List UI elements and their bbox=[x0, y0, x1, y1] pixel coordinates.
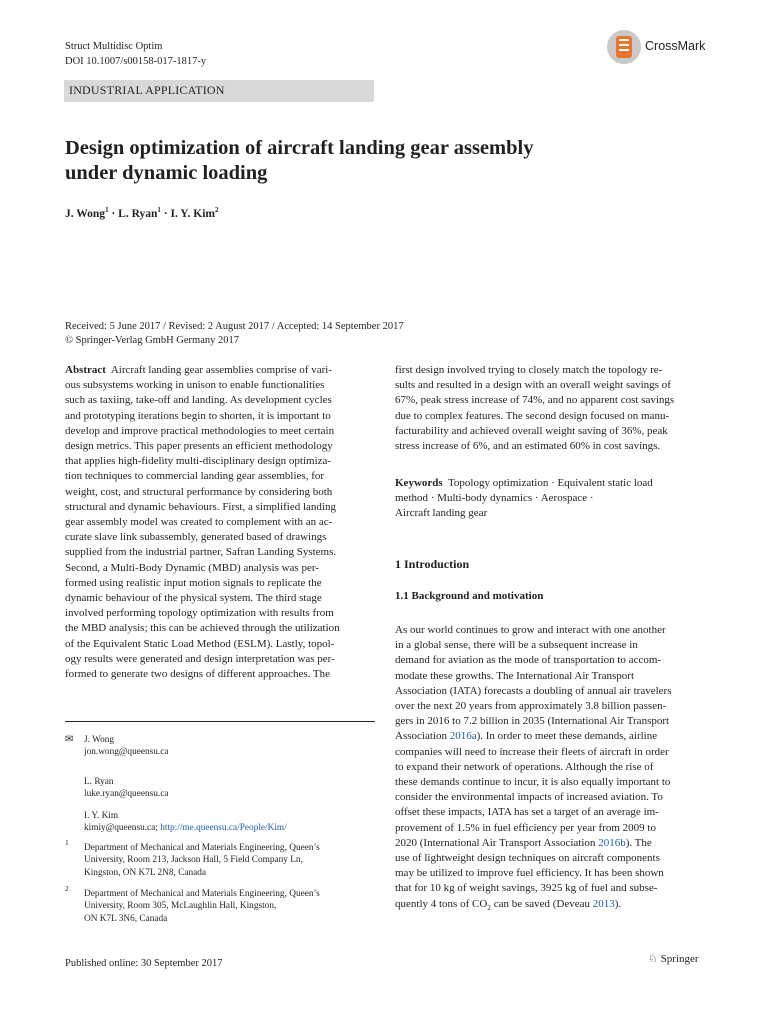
abstract-line: facturability and achieved overall weight saving of 36%, peak bbox=[395, 424, 668, 437]
contact-email[interactable]: kimiy@queensu.ca; bbox=[84, 823, 161, 834]
abstract-line: weight, cost, and structural performance by considering both bbox=[65, 485, 333, 498]
affiliation-1 bbox=[84, 842, 374, 879]
abstract-line: first design involved trying to closely match the topology re- bbox=[395, 364, 663, 376]
abstract-line: curate slave link subassembly, generated based of drawings bbox=[65, 531, 327, 544]
intro-line: demand for aviation as the mode of transportation to accom- bbox=[395, 654, 662, 667]
abstract-line: Second, a Multi-Body Dynamic (MBD) analysis was per- bbox=[65, 561, 319, 574]
contact-email[interactable]: luke.ryan@queensu.ca bbox=[84, 789, 169, 800]
category-bar bbox=[64, 80, 374, 102]
contact-kim bbox=[84, 810, 287, 835]
intro-line: may be utilized to improve fuel efficiency. It has been shown bbox=[395, 867, 664, 880]
affiliation-line: ON K7L 3N6, Canada bbox=[84, 913, 168, 924]
intro-line bbox=[395, 729, 704, 744]
contact-name: I. Y. Kim bbox=[84, 811, 119, 821]
intro-line: companies will need to increase their fleets of aircraft in order bbox=[395, 745, 669, 758]
affiliation-line: Kingston, ON K7L 2N8, Canada bbox=[84, 867, 207, 878]
intro-line: gers in 2016 to 7.2 billion in 2035 (International Air Transport bbox=[395, 715, 670, 728]
doi[interactable]: DOI 10.1007/s00158-017-1817-y bbox=[65, 56, 207, 67]
abstract bbox=[65, 363, 375, 682]
dates-block bbox=[65, 320, 404, 348]
affiliation-2 bbox=[84, 888, 374, 925]
springer-horse-icon: ♘ bbox=[648, 953, 658, 965]
abstract-line: ous subsystems working in unison to enable functionalities bbox=[65, 379, 325, 392]
publisher-name: Springer bbox=[660, 953, 699, 965]
abstract-label: Abstract bbox=[65, 364, 106, 376]
abstract-line: structural and dynamic behaviours. First, a simplified landing bbox=[65, 500, 336, 513]
intro-line: use of lightweight design techniques on aircraft components bbox=[395, 852, 660, 865]
intro-line: to expand their network of operations. Although the rise of bbox=[395, 760, 654, 773]
intro-line: that for 10 kg of weight savings, 3925 kg of fuel and subse- bbox=[395, 882, 658, 895]
journal-name: Struct Multidisc Optim bbox=[65, 41, 163, 52]
intro-line: in a global sense, there will be a subsequent increase in bbox=[395, 639, 638, 652]
envelope-icon: ✉ bbox=[65, 734, 74, 745]
intro-text: can be saved (Deveau bbox=[491, 897, 593, 910]
intro-text: 2020 (International Air Transport Association bbox=[395, 836, 599, 849]
title-line-1: Design optimization of aircraft landing gear assembly bbox=[65, 137, 534, 159]
abstract-line: develop and improve practical methodologies to meet certain bbox=[65, 424, 335, 437]
intro-text: ). The bbox=[625, 836, 652, 849]
subsection-heading: 1.1 Background and motivation bbox=[395, 590, 544, 602]
intro-line: over the next 20 years from approximately 3.8 billion passen- bbox=[395, 700, 667, 713]
abstract-line: and prototyping iterations begin to shorten, it is important to bbox=[65, 409, 331, 422]
abstract-line: that applies high-fidelity multi-disciplinary design optimiza- bbox=[65, 455, 332, 468]
keywords bbox=[395, 476, 704, 522]
author-aff: 1 bbox=[157, 206, 161, 214]
keywords-line: Aircraft landing gear bbox=[395, 507, 488, 520]
copyright: © Springer-Verlag GmbH Germany 2017 bbox=[65, 335, 239, 346]
intro-paragraph bbox=[395, 623, 704, 915]
keywords-label: Keywords bbox=[395, 477, 443, 489]
abstract-line: ogy results were generated and design interpretation was per- bbox=[65, 652, 335, 665]
author-list bbox=[65, 206, 219, 220]
citation-link[interactable]: 2016b bbox=[598, 836, 626, 849]
publisher-logo bbox=[648, 952, 699, 965]
category-label: INDUSTRIAL APPLICATION bbox=[69, 83, 225, 97]
intro-line: Association (IATA) forecasts a doubling of annual air travelers bbox=[395, 684, 672, 697]
abstract-line: supplied from the industrial partner, Safran Landing Systems. bbox=[65, 546, 337, 559]
keywords-line: Topology optimization · Equivalent static load bbox=[447, 477, 653, 489]
intro-line: consider the environmental impacts of increased aviation. To bbox=[395, 791, 663, 804]
author-name: J. Wong bbox=[65, 208, 106, 220]
abstract-line: dynamic behaviour of the physical system. The third stage bbox=[65, 592, 322, 605]
contact-email[interactable]: jon.wong@queensu.ca bbox=[84, 747, 169, 758]
citation-link[interactable]: 2016a bbox=[449, 730, 477, 743]
author-sep: · bbox=[108, 208, 119, 220]
citation-link[interactable]: 2013 bbox=[592, 897, 615, 910]
abstract-line: 67%, peak stress increase of 74%, and no apparent cost savings bbox=[395, 394, 675, 407]
contact-name: J. Wong bbox=[84, 735, 115, 745]
intro-line bbox=[395, 897, 704, 915]
crossmark-label: CrossMark bbox=[645, 39, 706, 53]
affiliation-number: 2 bbox=[65, 884, 69, 893]
abstract-line: of the Equivalent Static Load Method (ESLM). Lastly, topol- bbox=[65, 637, 335, 650]
intro-line: these demands continue to incur, it is also equally important to bbox=[395, 776, 671, 789]
author-aff: 2 bbox=[215, 206, 219, 214]
abstract-continued bbox=[395, 363, 704, 454]
title-line-2: under dynamic loading bbox=[65, 162, 268, 184]
abstract-line: stress increase of 6%, and an estimated 60% in cost savings. bbox=[395, 440, 661, 453]
received-dates: Received: 5 June 2017 / Revised: 2 August 2017 / Accepted: 14 September 2017 bbox=[65, 321, 404, 332]
abstract-line: formed using realistic input motion signals to replicate the bbox=[65, 576, 322, 589]
affiliation-line: Department of Mechanical and Materials Engineering, Queen’s bbox=[84, 889, 320, 899]
contact-url[interactable]: http://me.queensu.ca/People/Kim/ bbox=[160, 823, 287, 834]
affiliation-line: University, Room 213, Jackson Hall, 5 Field Company Ln, bbox=[84, 855, 303, 866]
abstract-line: design metrics. This paper presents an efficient methodology bbox=[65, 440, 333, 453]
affiliation-line: Department of Mechanical and Materials Engineering, Queen’s bbox=[84, 843, 320, 853]
intro-line bbox=[395, 836, 704, 851]
contact-wong bbox=[84, 734, 168, 759]
intro-text: ). bbox=[614, 897, 622, 910]
abstract-line: such as taxiing, take-off and landing. As development cycles bbox=[65, 394, 332, 407]
keywords-line: method · Multi-body dynamics · Aerospace · bbox=[395, 492, 594, 505]
abstract-line: due to complex features. The second design focused on manu- bbox=[395, 409, 670, 422]
footnote-rule bbox=[65, 721, 375, 722]
intro-text: ). In order to meet these demands, airline bbox=[476, 730, 658, 743]
author-aff: 1 bbox=[105, 206, 109, 214]
intro-line: As our world continues to grow and interact with one another bbox=[395, 624, 666, 636]
affiliation-number: 1 bbox=[65, 838, 69, 847]
intro-line: provement of 1.5% in fuel efficiency per year from 2009 to bbox=[395, 821, 656, 834]
author-name: L. Ryan bbox=[118, 208, 158, 220]
abstract-line: formed to generate two designs of different approaches. The bbox=[65, 668, 331, 681]
affiliation-line: University, Room 305, McLaughlin Hall, Kingston, bbox=[84, 901, 277, 912]
section-heading: 1 Introduction bbox=[395, 557, 470, 571]
intro-line: offset these impacts, IATA has set a target of an average im- bbox=[395, 806, 659, 819]
intro-text: Association bbox=[395, 730, 450, 743]
abstract-line: gear assembly model was created to complement with an ac- bbox=[65, 516, 333, 529]
intro-line: modate these growths. The International Air Transport bbox=[395, 669, 635, 682]
abstract-line: tion techniques to commercial landing gear assemblies, for bbox=[65, 470, 325, 483]
abstract-line: the MBD analysis; this can be achieved through the utilization bbox=[65, 622, 340, 635]
author-name: I. Y. Kim bbox=[170, 208, 215, 220]
subscript: 2 bbox=[487, 902, 492, 912]
crossmark-badge[interactable] bbox=[607, 30, 757, 66]
intro-text: quently 4 tons of CO bbox=[395, 897, 488, 910]
published-date: Published online: 30 September 2017 bbox=[65, 958, 223, 969]
abstract-line: involved performing topology optimization with results from bbox=[65, 607, 334, 620]
abstract-line: sults and resulted in a design with an overall weight savings of bbox=[395, 379, 671, 392]
paper-title bbox=[65, 136, 665, 186]
contact-name: L. Ryan bbox=[84, 777, 114, 787]
abstract-line: Aircraft landing gear assemblies comprise of vari- bbox=[110, 364, 332, 376]
author-sep: · bbox=[160, 208, 171, 220]
contact-ryan bbox=[84, 776, 168, 801]
crossmark-icon bbox=[607, 30, 641, 64]
